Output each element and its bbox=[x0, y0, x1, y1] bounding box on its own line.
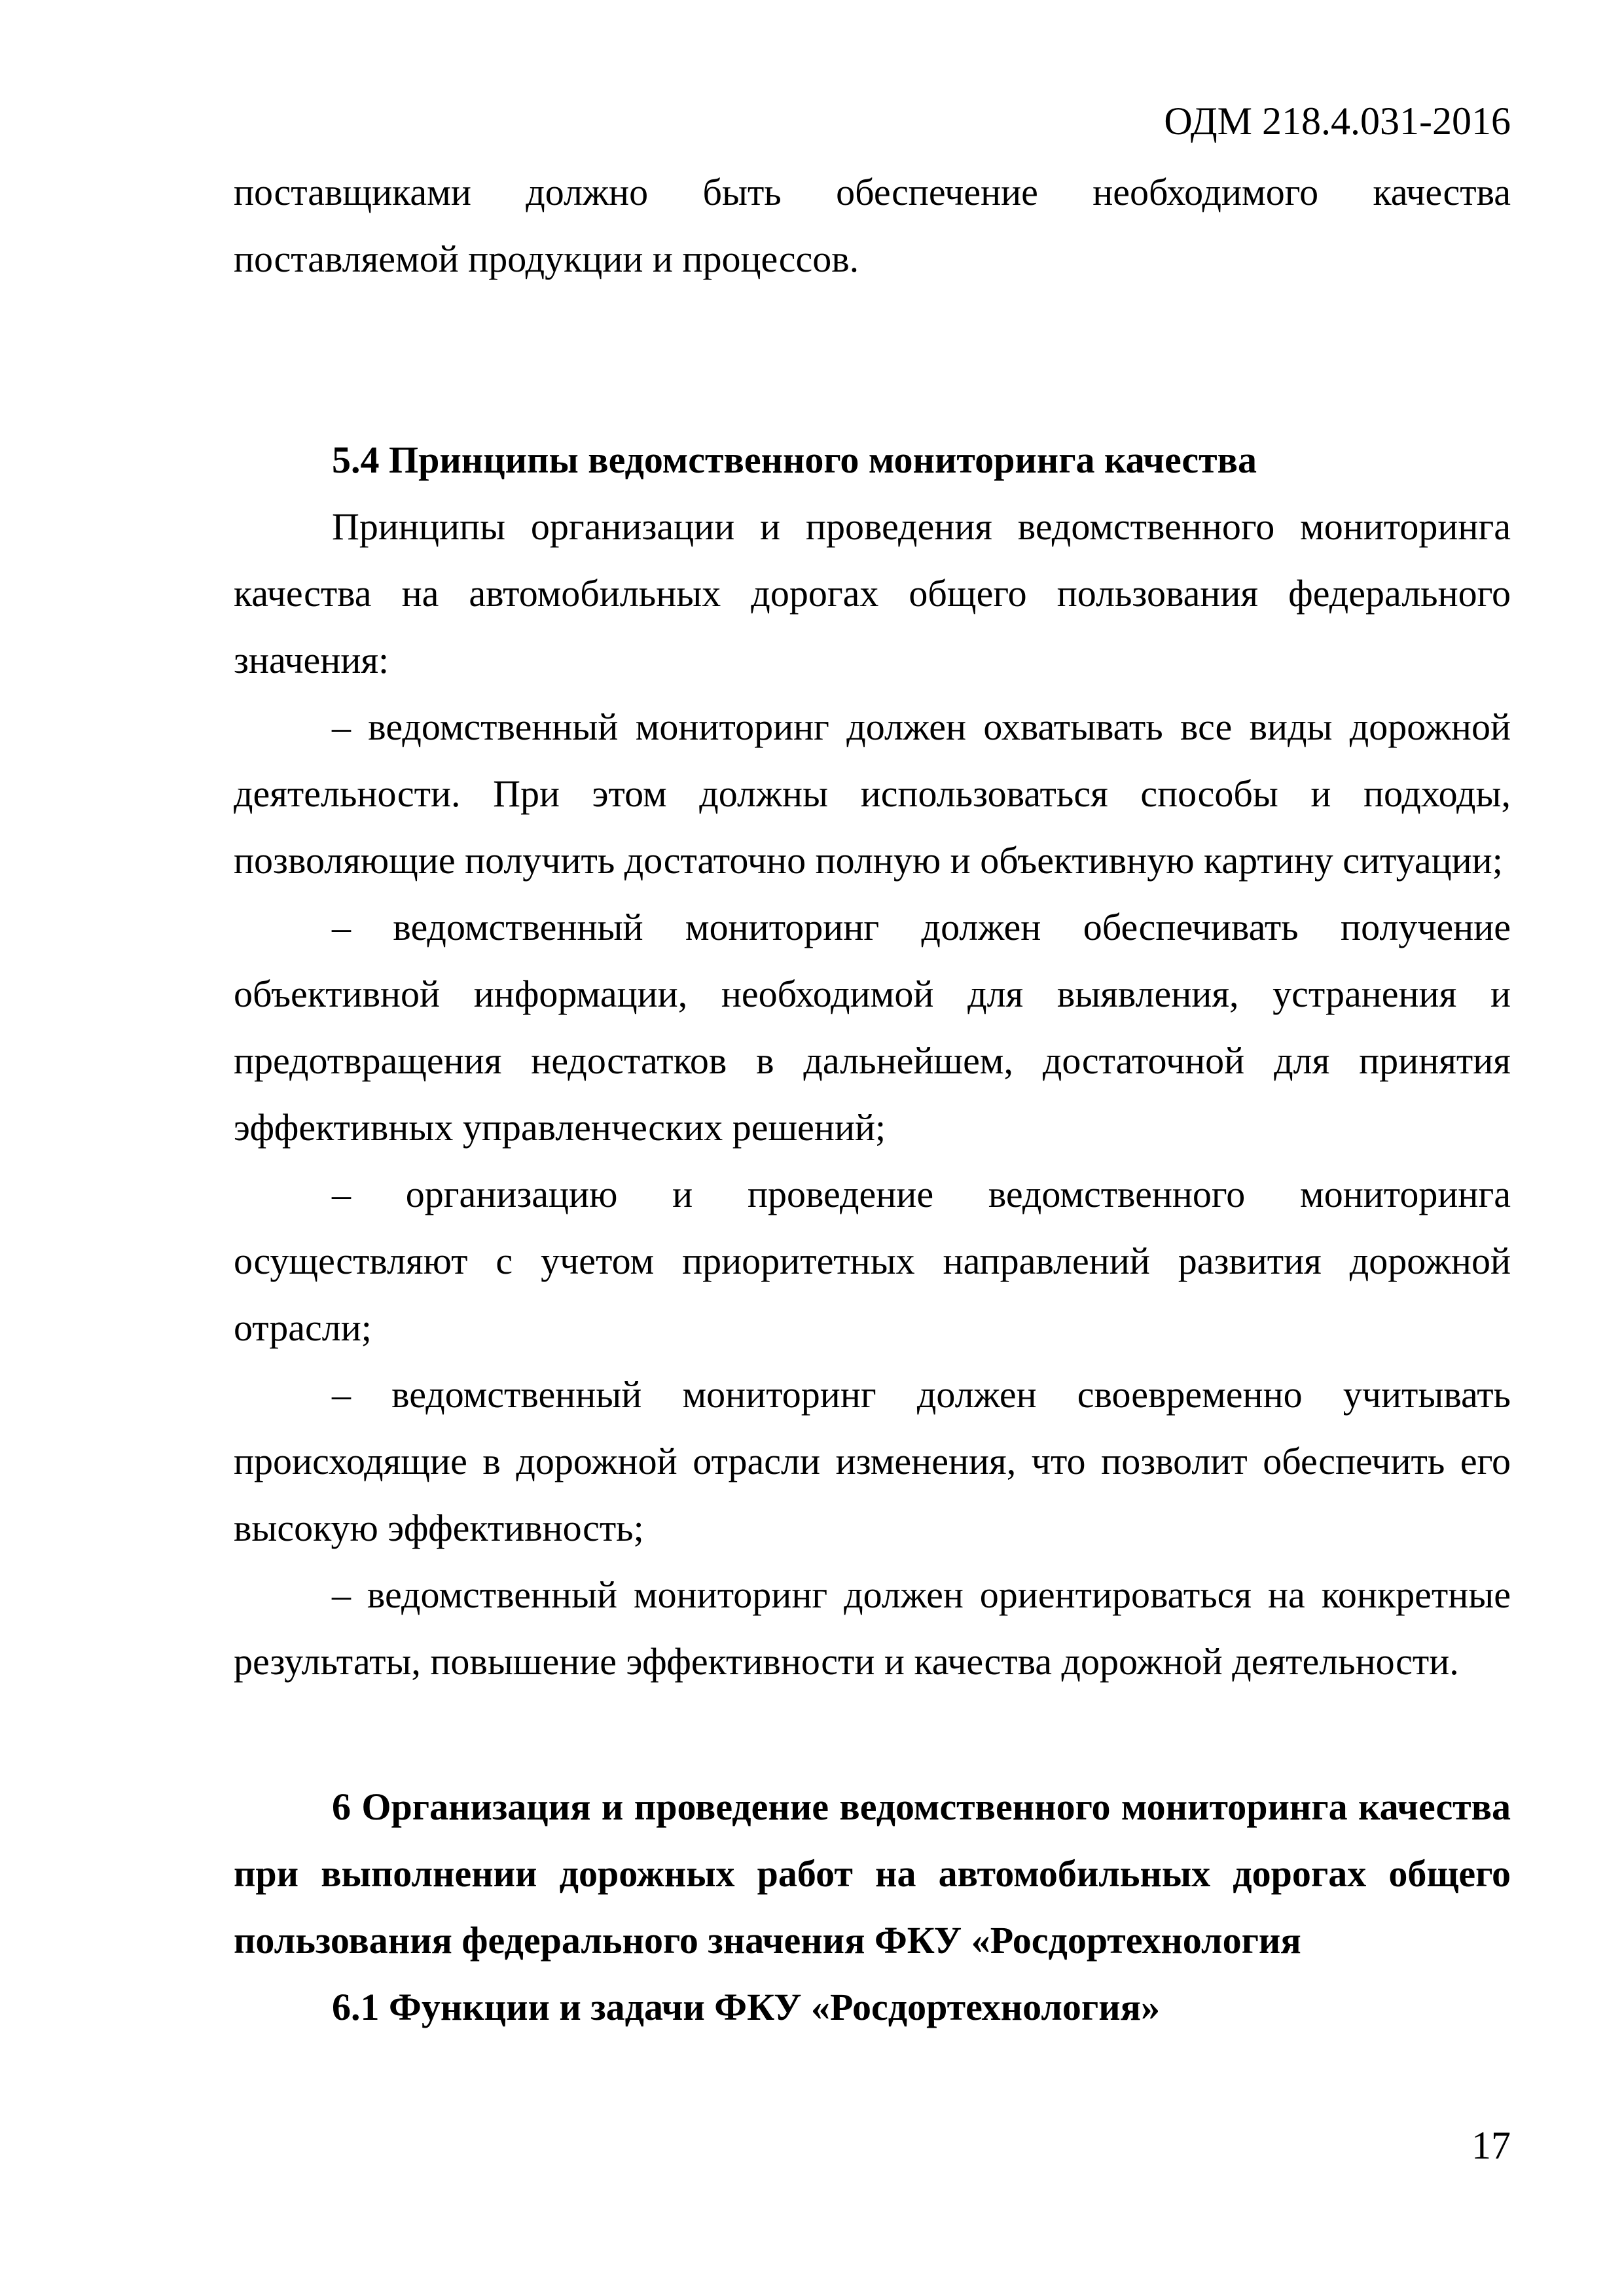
section-5-4-intro: Принципы организации и проведения ведомственного мониторинга качества на автомобильных дорогах общего пользования федерального значения: bbox=[234, 505, 1511, 681]
principle-item-3: – организацию и проведение ведомственного мониторинга осуществляют с учетом приоритетных направлений развития дорожной отрасли; bbox=[234, 1173, 1511, 1349]
principle-item-1: – ведомственный мониторинг должен охватывать все виды дорожной деятельности. При этом должны использоваться способы и подходы, позволяющие получить достаточно полную и объективную картину ситуации; bbox=[234, 706, 1511, 882]
page-number: 17 bbox=[1471, 2124, 1511, 2167]
continuation-paragraph: поставщиками должно быть обеспечение необходимого качества поставляемой продукции и процессов. bbox=[234, 171, 1511, 280]
principle-item-5: – ведомственный мониторинг должен ориентироваться на конкретные результаты, повышение эффективности и качества дорожной деятельности. bbox=[234, 1573, 1511, 1683]
section-6-1-heading: 6.1 Функции и задачи ФКУ «Росдортехнология» bbox=[332, 1986, 1161, 2028]
principle-item-2: – ведомственный мониторинг должен обеспечивать получение объективной информации, необходимой для выявления, устранения и предотвращения недостатков в дальнейшем, достаточной для принятия эффективных управленческих решений; bbox=[234, 906, 1511, 1149]
section-6-heading: 6 Организация и проведение ведомственного мониторинга качества при выполнении дорожных работ на автомобильных дорогах общего пользования федерального значения ФКУ «Росдортехнология bbox=[234, 1785, 1511, 1962]
page-body bbox=[234, 159, 1511, 2041]
section-5-4-heading: 5.4 Принципы ведомственного мониторинга качества bbox=[332, 439, 1257, 481]
document-code-header: ОДМ 218.4.031-2016 bbox=[1164, 99, 1511, 143]
principle-item-4: – ведомственный мониторинг должен своевременно учитывать происходящие в дорожной отрасли изменения, что позволит обеспечить его высокую эффективность; bbox=[234, 1373, 1511, 1549]
